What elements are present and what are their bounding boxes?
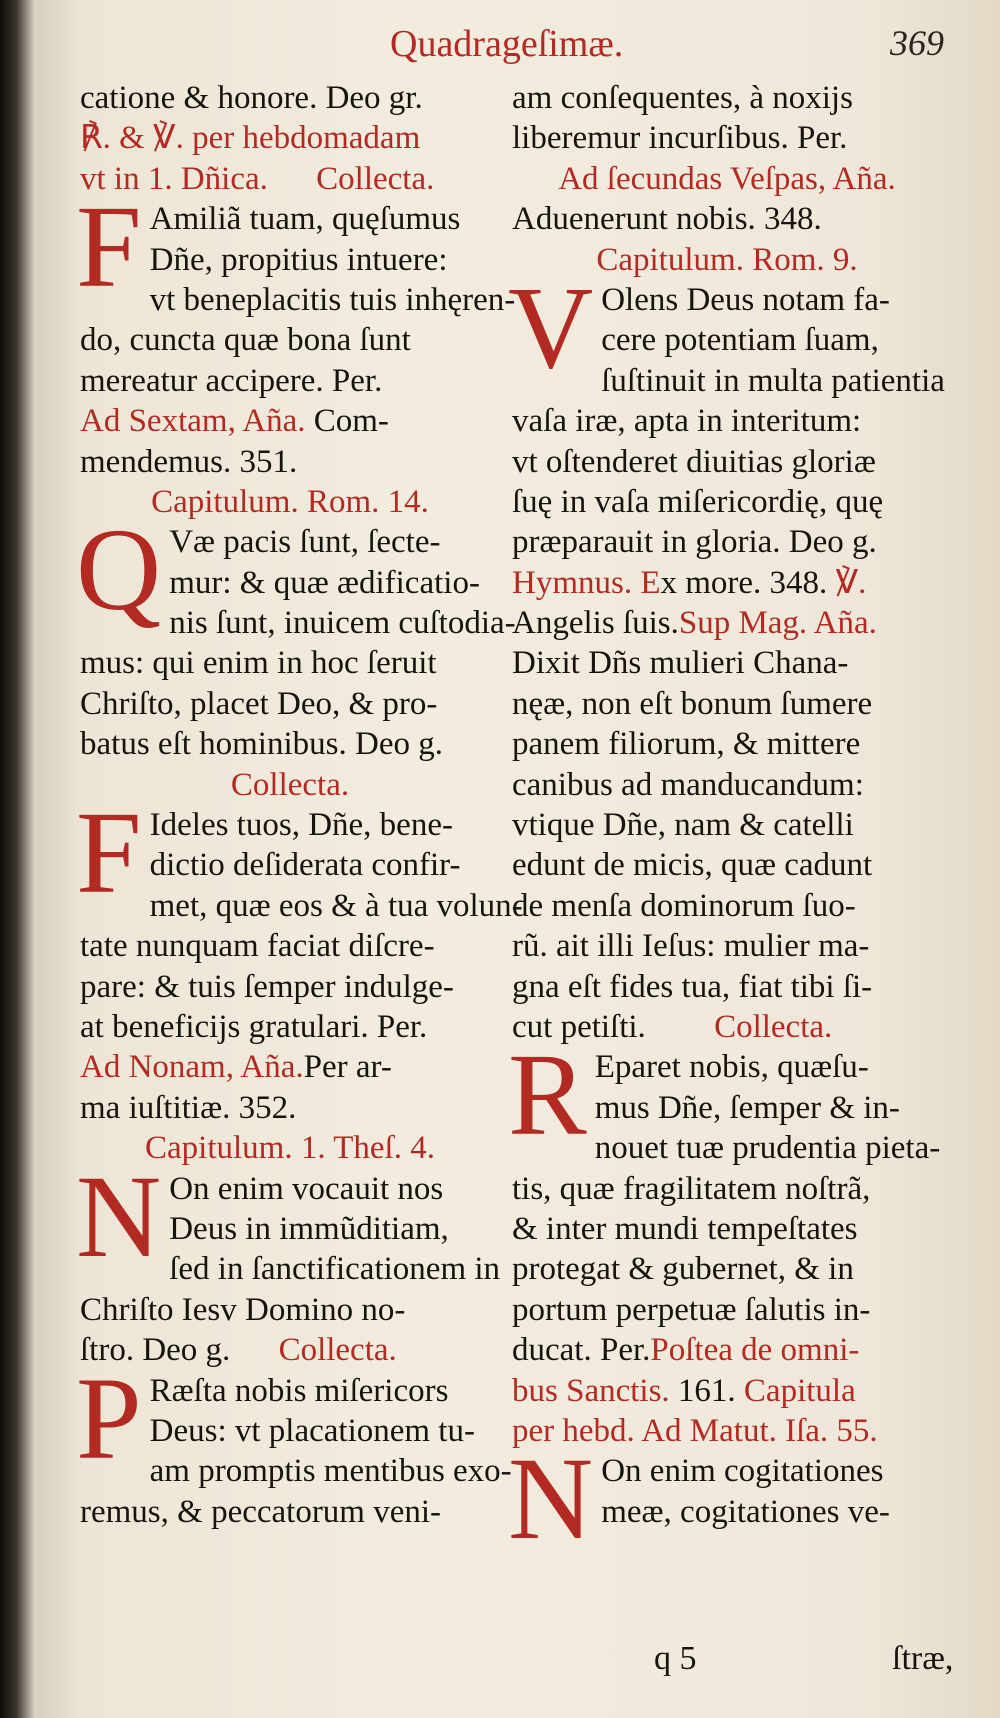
capitulum-heading: Capitulum. Rom. 14. xyxy=(151,483,429,520)
text-line: Dñe, propitius intuere: xyxy=(149,241,448,278)
text-line: at beneficijs gratulari. Per. xyxy=(80,1008,428,1045)
text-line xyxy=(512,1371,942,1411)
text-line: On enim vocauit nos xyxy=(169,1170,444,1207)
capitulum-block xyxy=(508,1433,942,1565)
text-line: nis ſunt, inuicem cuſtodia- xyxy=(169,605,516,642)
drop-initial: F xyxy=(76,787,142,919)
text-line: ſed in ſanctificationem in xyxy=(169,1251,501,1288)
drop-initial: R xyxy=(508,1029,587,1161)
hymn-line xyxy=(512,563,942,603)
text-line: Eparet nobis, quæſu- xyxy=(594,1049,869,1086)
text-line: mur: & quæ ædificatio- xyxy=(169,564,480,601)
text-line: pare: & tuis ſemper indulge- xyxy=(80,968,454,1005)
signature-mark: q 5 xyxy=(654,1640,697,1677)
text-line: portum perpetuæ ſalutis in- xyxy=(512,1291,871,1328)
book-spine-shadow xyxy=(0,0,36,1718)
text-line: vt beneplacitis tuis inhęren- xyxy=(149,281,516,318)
prayer-block xyxy=(76,1352,512,1533)
capitulum-heading: Capitulum. 1. Theſ. 4. xyxy=(145,1130,435,1167)
drop-initial: P xyxy=(76,1352,142,1484)
text-line: panem filiorum, & mittere xyxy=(512,726,861,763)
text-line: vtique Dñe, nam & catelli xyxy=(512,807,854,844)
text-line: Olens Deus notam fa- xyxy=(601,281,890,318)
drop-initial: N xyxy=(508,1433,594,1565)
text-line: nouet tuæ prudentia pieta- xyxy=(594,1130,941,1167)
drop-initial: N xyxy=(76,1150,162,1282)
drop-initial: Q xyxy=(76,504,162,636)
text-line: tis, quæ fragilitatem noſtrã, xyxy=(512,1170,871,1207)
text-line: tate nunquam faciat diſcre- xyxy=(80,928,435,965)
text-line: rũ. ait illi Ieſus: mulier ma- xyxy=(512,928,870,965)
page-footer xyxy=(36,1640,1000,1690)
prayer-block xyxy=(76,787,523,1047)
text-line xyxy=(80,1330,500,1370)
rubric-line: per hebd. Ad Matut. Iſa. 55. xyxy=(512,1412,878,1449)
left-column xyxy=(76,78,523,1532)
rubric-text: Sup Mag. Aña. xyxy=(678,605,877,642)
text-line: am conſequentes, à noxijs xyxy=(512,80,853,116)
text-line: mus: qui enim in hoc ſeruit xyxy=(80,645,437,682)
text-line: On enim cogitationes xyxy=(601,1453,884,1490)
page-header xyxy=(36,22,1000,72)
drop-initial: F xyxy=(76,181,142,313)
text-line: protegat & gubernet, & in xyxy=(512,1251,854,1288)
rubric-text: Hymnus. E xyxy=(512,564,661,601)
right-column xyxy=(508,78,945,1565)
text-line: Ræſta nobis miſericors xyxy=(149,1372,449,1409)
text-line: edunt de micis, quæ cadunt xyxy=(512,847,873,884)
text-span: ſtro. Deo g. xyxy=(80,1332,231,1369)
rubric-text: Ad Sextam, Aña. xyxy=(80,403,306,440)
text-line: ſuſtinuit in multa patientia xyxy=(601,362,945,399)
rubric-line: ℟. & ℣. per hebdomadam xyxy=(80,120,421,157)
collecta-heading: Collecta. xyxy=(278,1332,397,1369)
capitulum-block xyxy=(508,261,945,563)
capitulum-block xyxy=(76,504,516,764)
text-line: vaſa iræ, apta in interitum: xyxy=(512,403,862,440)
text-line: canibus ad manducandum: xyxy=(512,766,864,803)
text-line: Dixit Dñs mulieri Chana- xyxy=(512,645,849,682)
text-line: gna eſt fides tua, fiat tibi ſi- xyxy=(512,968,873,1005)
text-line: Aduenerunt nobis. 348. xyxy=(512,201,822,238)
text-line: mereatur accipere. Per. xyxy=(80,362,383,399)
rubric-text: bus Sanctis. xyxy=(512,1372,670,1409)
text-line: am promptis mentibus exo- xyxy=(149,1453,512,1490)
text-line: dictio deſiderata confir- xyxy=(149,847,461,884)
text-line: de menſa dominorum ſuo- xyxy=(512,887,856,924)
text-span: Angelis ſuis. xyxy=(512,605,679,642)
text-line: Chriſto, placet Deo, & pro- xyxy=(80,685,438,722)
text-line: Væ pacis ſunt, ſecte- xyxy=(169,524,441,561)
text-line: vt oſtenderet diuitias gloriæ xyxy=(512,443,876,480)
rubric-text: Poſtea de omni- xyxy=(650,1332,860,1369)
capitulum-block xyxy=(76,1150,501,1331)
text-line xyxy=(512,1007,942,1047)
antiphon-line xyxy=(80,401,500,441)
text-line: batus eſt hominibus. Deo g. xyxy=(80,726,443,763)
text-line: Chriſto Iesv Domino no- xyxy=(80,1291,406,1328)
catchword: ſtræ, xyxy=(892,1640,954,1677)
drop-initial: V xyxy=(508,261,594,393)
text-line: meæ, cogitationes ve- xyxy=(601,1493,890,1530)
collecta-heading: Collecta. xyxy=(230,766,350,803)
text-span: 161. xyxy=(677,1372,736,1409)
text-line: catione & honore. Deo gr. xyxy=(80,80,423,116)
text-line: met, quæ eos & à tua volun- xyxy=(149,887,523,924)
text-line: & inter mundi tempeſtates xyxy=(512,1210,858,1247)
text-line: mus Dñe, ſemper & in- xyxy=(594,1089,900,1126)
text-line: ſuę in vaſa miſericordię, quę xyxy=(512,483,884,520)
text-line: ma iuſtitiæ. 352. xyxy=(80,1089,297,1126)
prayer-block xyxy=(508,1029,942,1330)
antiphon-line xyxy=(512,603,942,643)
running-head: Quadrageſimæ. xyxy=(390,23,624,65)
rubric-text: Ad Nonam, Aña. xyxy=(80,1049,304,1086)
text-line xyxy=(512,1330,942,1370)
rubric-line: Ad ſecundas Veſpas, Aña. xyxy=(558,160,896,197)
prayer-block xyxy=(76,181,516,401)
collecta-heading: Collecta. xyxy=(714,1008,833,1045)
text-line: remus, & peccatorum veni- xyxy=(80,1493,442,1530)
text-line: præparauit in gloria. Deo g. xyxy=(512,524,877,561)
text-line: do, cuncta quæ bona ſunt xyxy=(80,322,411,359)
text-line: Ideles tuos, Dñe, bene- xyxy=(149,807,453,844)
text-line: nęæ, non eſt bonum ſumere xyxy=(512,685,873,722)
antiphon-line xyxy=(80,1047,500,1087)
rubric-line xyxy=(80,159,500,199)
text-span: cut petiſti. xyxy=(512,1008,646,1045)
collecta-heading: Collecta. xyxy=(316,160,435,197)
text-line: Deus: vt placationem tu- xyxy=(149,1412,475,1449)
text-line: Deus in immũditiam, xyxy=(169,1210,449,1247)
text-span: Per ar- xyxy=(303,1049,392,1086)
page-number: 369 xyxy=(890,23,944,63)
text-line: mendemus. 351. xyxy=(80,443,298,480)
text-line: liberemur incurſibus. Per. xyxy=(512,120,848,157)
text-line: cere potentiam ſuam, xyxy=(601,322,879,359)
text-span: x more. 348. xyxy=(660,564,828,601)
rubric-text: vt in 1. Dñica. xyxy=(80,160,268,197)
capitulum-heading: Capitulum. Rom. 9. xyxy=(596,241,858,278)
versicle-mark: ℣. xyxy=(835,564,867,601)
rubric-text: Capitula xyxy=(743,1372,856,1409)
text-span: ducat. Per. xyxy=(512,1332,651,1369)
text-line: Amiliã tuam, quęſumus xyxy=(149,201,461,238)
text-span: Com- xyxy=(313,403,389,440)
